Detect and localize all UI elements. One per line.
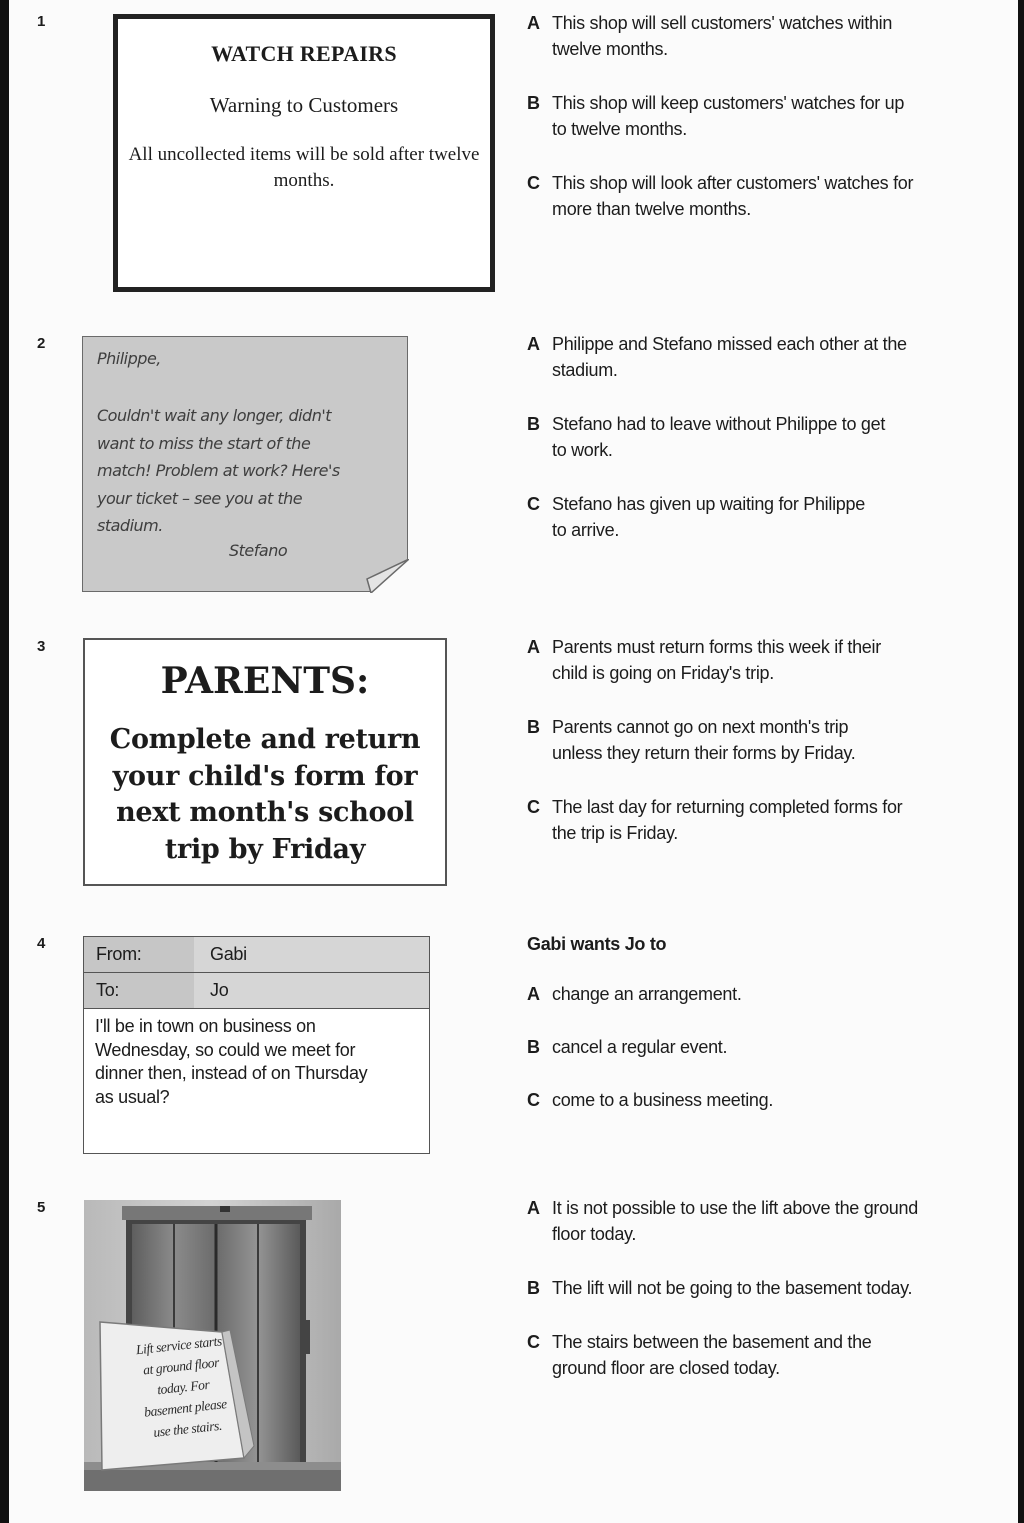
from-value: Gabi — [210, 944, 247, 964]
note-line: want to miss the start of the — [97, 433, 311, 453]
sign-line: trip by Friday — [164, 833, 366, 865]
note-line: stadium. — [97, 516, 163, 535]
question-2-number: 2 — [37, 335, 46, 352]
question-3-options — [527, 634, 907, 846]
note-body — [97, 402, 397, 540]
sign-line: Complete and return — [109, 724, 421, 755]
note-line: match! Problem at work? Here's — [97, 461, 340, 480]
option-a[interactable]: A Parents must return forms this week if their child is going on Friday's trip. — [527, 637, 881, 683]
sign-line: use the stairs. — [152, 1417, 223, 1440]
to-row — [84, 973, 429, 1009]
question-4-options — [527, 931, 937, 1113]
sign-subheading: Warning to Customers — [209, 93, 399, 117]
from-row — [84, 937, 429, 973]
question-5-number: 5 — [37, 1199, 46, 1216]
question-1-options — [527, 10, 922, 222]
parents-sign — [83, 638, 447, 886]
message-line: I'll be in town on business on — [95, 1016, 316, 1036]
sign-line: at ground floor — [142, 1354, 220, 1378]
page-curl-icon — [365, 559, 409, 593]
sign-heading: PARENTS: — [160, 660, 370, 702]
option-b[interactable]: B This shop will keep customers' watches for up to twelve months. — [527, 93, 905, 139]
sign-line: basement please — [143, 1396, 228, 1420]
question-3-number: 3 — [37, 638, 46, 655]
handwritten-note — [82, 336, 408, 592]
message-line: Wednesday, so could we meet for — [95, 1039, 356, 1060]
option-c[interactable]: C Stefano has given up waiting for Philippe to arrive. — [527, 494, 865, 540]
right-border — [1018, 0, 1024, 1523]
from-label: From: — [96, 944, 142, 964]
option-a[interactable]: A It is not possible to use the lift above the ground floor today. — [527, 1198, 918, 1244]
message-box — [83, 936, 430, 1154]
message-line: as usual? — [95, 1086, 170, 1107]
sign-line: today. For — [156, 1376, 210, 1398]
option-b[interactable]: B Stefano had to leave without Philippe to get to work. — [527, 414, 886, 460]
option-c[interactable]: C This shop will look after customers' watches for more than twelve months. — [527, 173, 914, 219]
note-line: Couldn't wait any longer, didn't — [97, 406, 332, 425]
question-5-options — [527, 1195, 927, 1381]
lift-sign-text — [128, 1330, 238, 1445]
question-1-number: 1 — [37, 13, 46, 30]
sign-line: Lift service starts — [135, 1333, 223, 1358]
option-c[interactable]: C The last day for returning completed forms for the trip is Friday. — [527, 797, 903, 843]
note-line: your ticket – see you at the — [97, 488, 303, 508]
option-b[interactable]: B Parents cannot go on next month's trip unless they return their forms by Friday. — [527, 717, 856, 763]
to-label: To: — [96, 980, 120, 1000]
to-value: Jo — [210, 980, 229, 1000]
option-c[interactable]: C The stairs between the basement and the ground floor are closed today. — [527, 1332, 872, 1378]
message-line: dinner then, instead of on Thursday — [95, 1063, 368, 1083]
sign-text: All uncollected items will be sold after twelve months. — [128, 144, 480, 191]
option-a[interactable]: A This shop will sell customers' watches within twelve months. — [527, 13, 893, 59]
note-signature: Stefano — [229, 541, 288, 560]
watch-repairs-sign — [113, 14, 495, 292]
sign-line: next month's school — [116, 797, 414, 828]
option-b[interactable]: B cancel a regular event. — [527, 1037, 728, 1057]
message-body — [84, 1009, 429, 1115]
question-4-number: 4 — [37, 935, 46, 952]
option-a[interactable]: A Philippe and Stefano missed each other at the stadium. — [527, 334, 907, 380]
left-border — [0, 0, 9, 1523]
option-b[interactable]: B The lift will not be going to the basement today. — [527, 1278, 913, 1298]
lift-photo — [84, 1200, 341, 1491]
option-c[interactable]: C come to a business meeting. — [527, 1090, 774, 1110]
sign-text — [85, 722, 445, 868]
option-a[interactable]: A change an arrangement. — [527, 984, 742, 1004]
sign-heading: WATCH REPAIRS — [211, 41, 397, 66]
question-stem: Gabi wants Jo to — [527, 934, 667, 954]
sign-line: your child's form for — [112, 760, 418, 792]
note-greeting: Philippe, — [97, 349, 161, 368]
question-2-options — [527, 331, 937, 543]
